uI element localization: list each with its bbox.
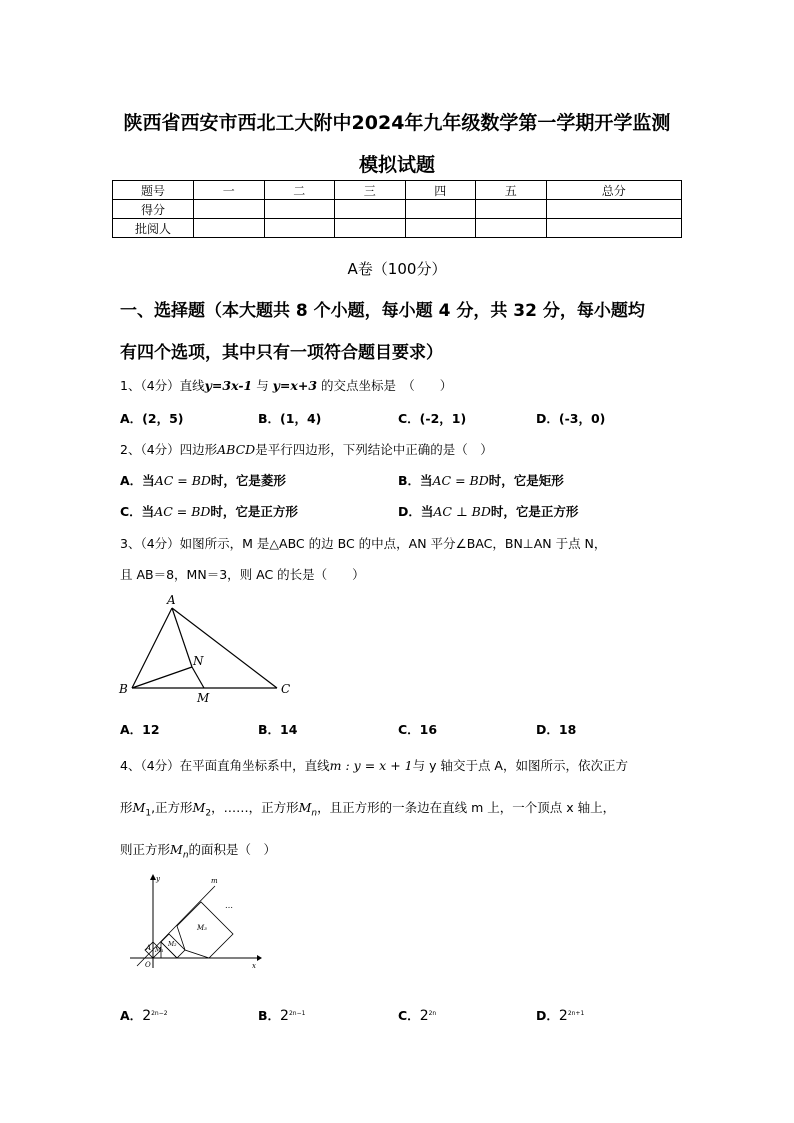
base: 2 [558, 1008, 568, 1024]
question-number: 1、（4分）直线 [120, 378, 205, 393]
score-table [112, 180, 682, 238]
question-2 [120, 440, 493, 458]
coordinate-figure [125, 872, 265, 972]
option-c[interactable] [120, 502, 298, 520]
table-cell: 三 [335, 181, 406, 200]
score-input-cell[interactable] [405, 219, 476, 238]
condition: AC = BD [154, 504, 211, 519]
option-b[interactable] [398, 471, 564, 489]
exponent: 2n+1 [567, 1009, 585, 1017]
option-d[interactable]: D．(-3，0) [536, 411, 606, 426]
triangle-figure [112, 590, 302, 705]
exam-title-line2: 模拟试题 [358, 154, 435, 176]
score-table-row [113, 219, 682, 238]
x-axis-arrow [257, 955, 262, 961]
line-an [172, 608, 192, 667]
option-text: C．当 [120, 504, 155, 519]
label-m1: M₁ [155, 947, 164, 954]
option-text: 时，它是正方形 [210, 504, 298, 519]
text: 的面积是（ ） [188, 842, 277, 857]
label-a: A [146, 944, 152, 952]
exam-title-line1: 陕西省西安市西北工大附中2024年九年级数学第一学期开学监测 [123, 112, 671, 134]
label-x: x [252, 962, 256, 970]
var: M [192, 800, 206, 815]
question-4-line2 [120, 798, 615, 819]
var: M [298, 800, 312, 815]
label-m: M [197, 691, 210, 705]
text: ,正方形 [151, 800, 193, 815]
exponent: 2n−2 [151, 1009, 168, 1017]
table-cell: 五 [476, 181, 547, 200]
condition: AC ⊥ BD [433, 504, 491, 519]
volume-heading: A卷（100分） [347, 260, 447, 278]
text: 4、（4分）在平面直角坐标系中，直线 [120, 758, 330, 773]
text: ，且正方形的一条边在直线 m 上，一个顶点 x 轴上， [317, 800, 616, 815]
option-label: D． [536, 1008, 559, 1023]
condition: AC = BD [154, 473, 211, 488]
score-table-row [113, 200, 682, 219]
exponent: 2n [428, 1009, 437, 1017]
question-3-line1: 3、（4分）如图所示，M 是△ABC 的边 BC 的中点，AN 平分∠BAC，BN⊥AN 于点 N， [120, 536, 607, 551]
option-c[interactable]: C．(-2，1) [398, 411, 467, 426]
subscript: n [182, 850, 189, 861]
option-text: 时，它是菱形 [210, 473, 286, 488]
score-input-cell[interactable] [264, 219, 335, 238]
table-cell: 四 [405, 181, 476, 200]
option-text: B．当 [398, 473, 433, 488]
option-text: 时，它是矩形 [488, 473, 564, 488]
option-text: D．当 [398, 504, 434, 519]
label-a: A [167, 593, 176, 607]
base: 2 [280, 1008, 289, 1024]
section-heading-line2: 有四个选项，其中只有一项符合题目要求） [120, 343, 443, 363]
option-a[interactable]: A．12 [120, 722, 160, 737]
option-a[interactable] [120, 1006, 168, 1024]
score-input-cell[interactable] [194, 219, 265, 238]
option-text: A．当 [120, 473, 155, 488]
base: 2 [419, 1008, 429, 1024]
text: 是平行四边形，下列结论中正确的是（ ） [255, 442, 493, 457]
option-c[interactable]: C．16 [398, 722, 438, 737]
option-d[interactable] [398, 502, 578, 520]
table-cell: 题号 [113, 181, 194, 200]
line-mn [192, 667, 204, 688]
option-label: A． [120, 1008, 143, 1023]
shape-name: ABCD [217, 442, 256, 457]
text: 与 y 轴交于点 A，如图所示，依次正方 [412, 758, 628, 773]
label-dots: … [225, 901, 233, 910]
question-number: 2、（4分）四边形 [120, 442, 218, 457]
score-input-cell[interactable] [546, 219, 682, 238]
score-input-cell[interactable] [335, 200, 406, 219]
question-4-line3 [120, 840, 276, 861]
table-cell: 总分 [546, 181, 682, 200]
question-1 [120, 376, 452, 394]
text: 则正方形 [120, 842, 171, 857]
label-n: N [193, 654, 204, 668]
equation: y=3x-1 [204, 378, 253, 393]
table-cell: 批阅人 [113, 219, 194, 238]
option-a[interactable] [120, 471, 286, 489]
label-b: B [119, 682, 128, 696]
option-b[interactable]: B．(1，4) [258, 411, 322, 426]
text: ，……，正方形 [211, 800, 299, 815]
line-ac [172, 608, 277, 688]
question-4-line1 [120, 756, 628, 774]
label-m: m [211, 877, 218, 885]
option-label: B． [258, 1008, 281, 1023]
option-d[interactable] [536, 1006, 584, 1024]
score-input-cell[interactable] [194, 200, 265, 219]
exponent: 2n−1 [288, 1009, 306, 1017]
label-c: C [281, 682, 291, 696]
equation: m : y = x + 1 [329, 758, 413, 773]
base: 2 [142, 1008, 152, 1024]
option-label: C． [398, 1008, 420, 1023]
score-input-cell[interactable] [335, 219, 406, 238]
text: 的交点坐标是 （ ） [317, 378, 453, 393]
subscript: 1 [145, 808, 152, 819]
label-m3: M₃ [197, 924, 207, 932]
equation: y=x+3 [272, 378, 318, 393]
score-input-cell[interactable] [546, 200, 682, 219]
option-c[interactable] [398, 1006, 436, 1024]
table-cell: 一 [194, 181, 265, 200]
subscript: 2 [205, 808, 212, 819]
var: M [132, 800, 146, 815]
option-text: 时，它是正方形 [490, 504, 579, 519]
subscript: n [311, 808, 318, 819]
score-table-header-row [113, 181, 682, 200]
score-input-cell[interactable] [264, 200, 335, 219]
option-b[interactable] [258, 1006, 305, 1024]
table-cell: 得分 [113, 200, 194, 219]
var: M [170, 842, 183, 857]
score-input-cell[interactable] [476, 219, 547, 238]
label-y: y [156, 875, 160, 883]
score-input-cell[interactable] [476, 200, 547, 219]
condition: AC = BD [432, 473, 489, 488]
text: 与 [252, 378, 273, 393]
question-3-line2: 且 AB＝8，MN＝3，则 AC 的长是（ ） [120, 567, 365, 582]
label-m2: M₂ [168, 941, 177, 948]
option-b[interactable]: B．14 [258, 722, 298, 737]
score-input-cell[interactable] [405, 200, 476, 219]
table-cell: 二 [264, 181, 335, 200]
option-d[interactable]: D．18 [536, 722, 577, 737]
option-a[interactable]: A．(2，5) [120, 411, 184, 426]
label-o: O [145, 961, 151, 969]
text: 形 [120, 800, 133, 815]
section-heading-line1: 一、选择题（本大题共 8 个小题，每小题 4 分，共 32 分，每小题均 [120, 301, 645, 321]
